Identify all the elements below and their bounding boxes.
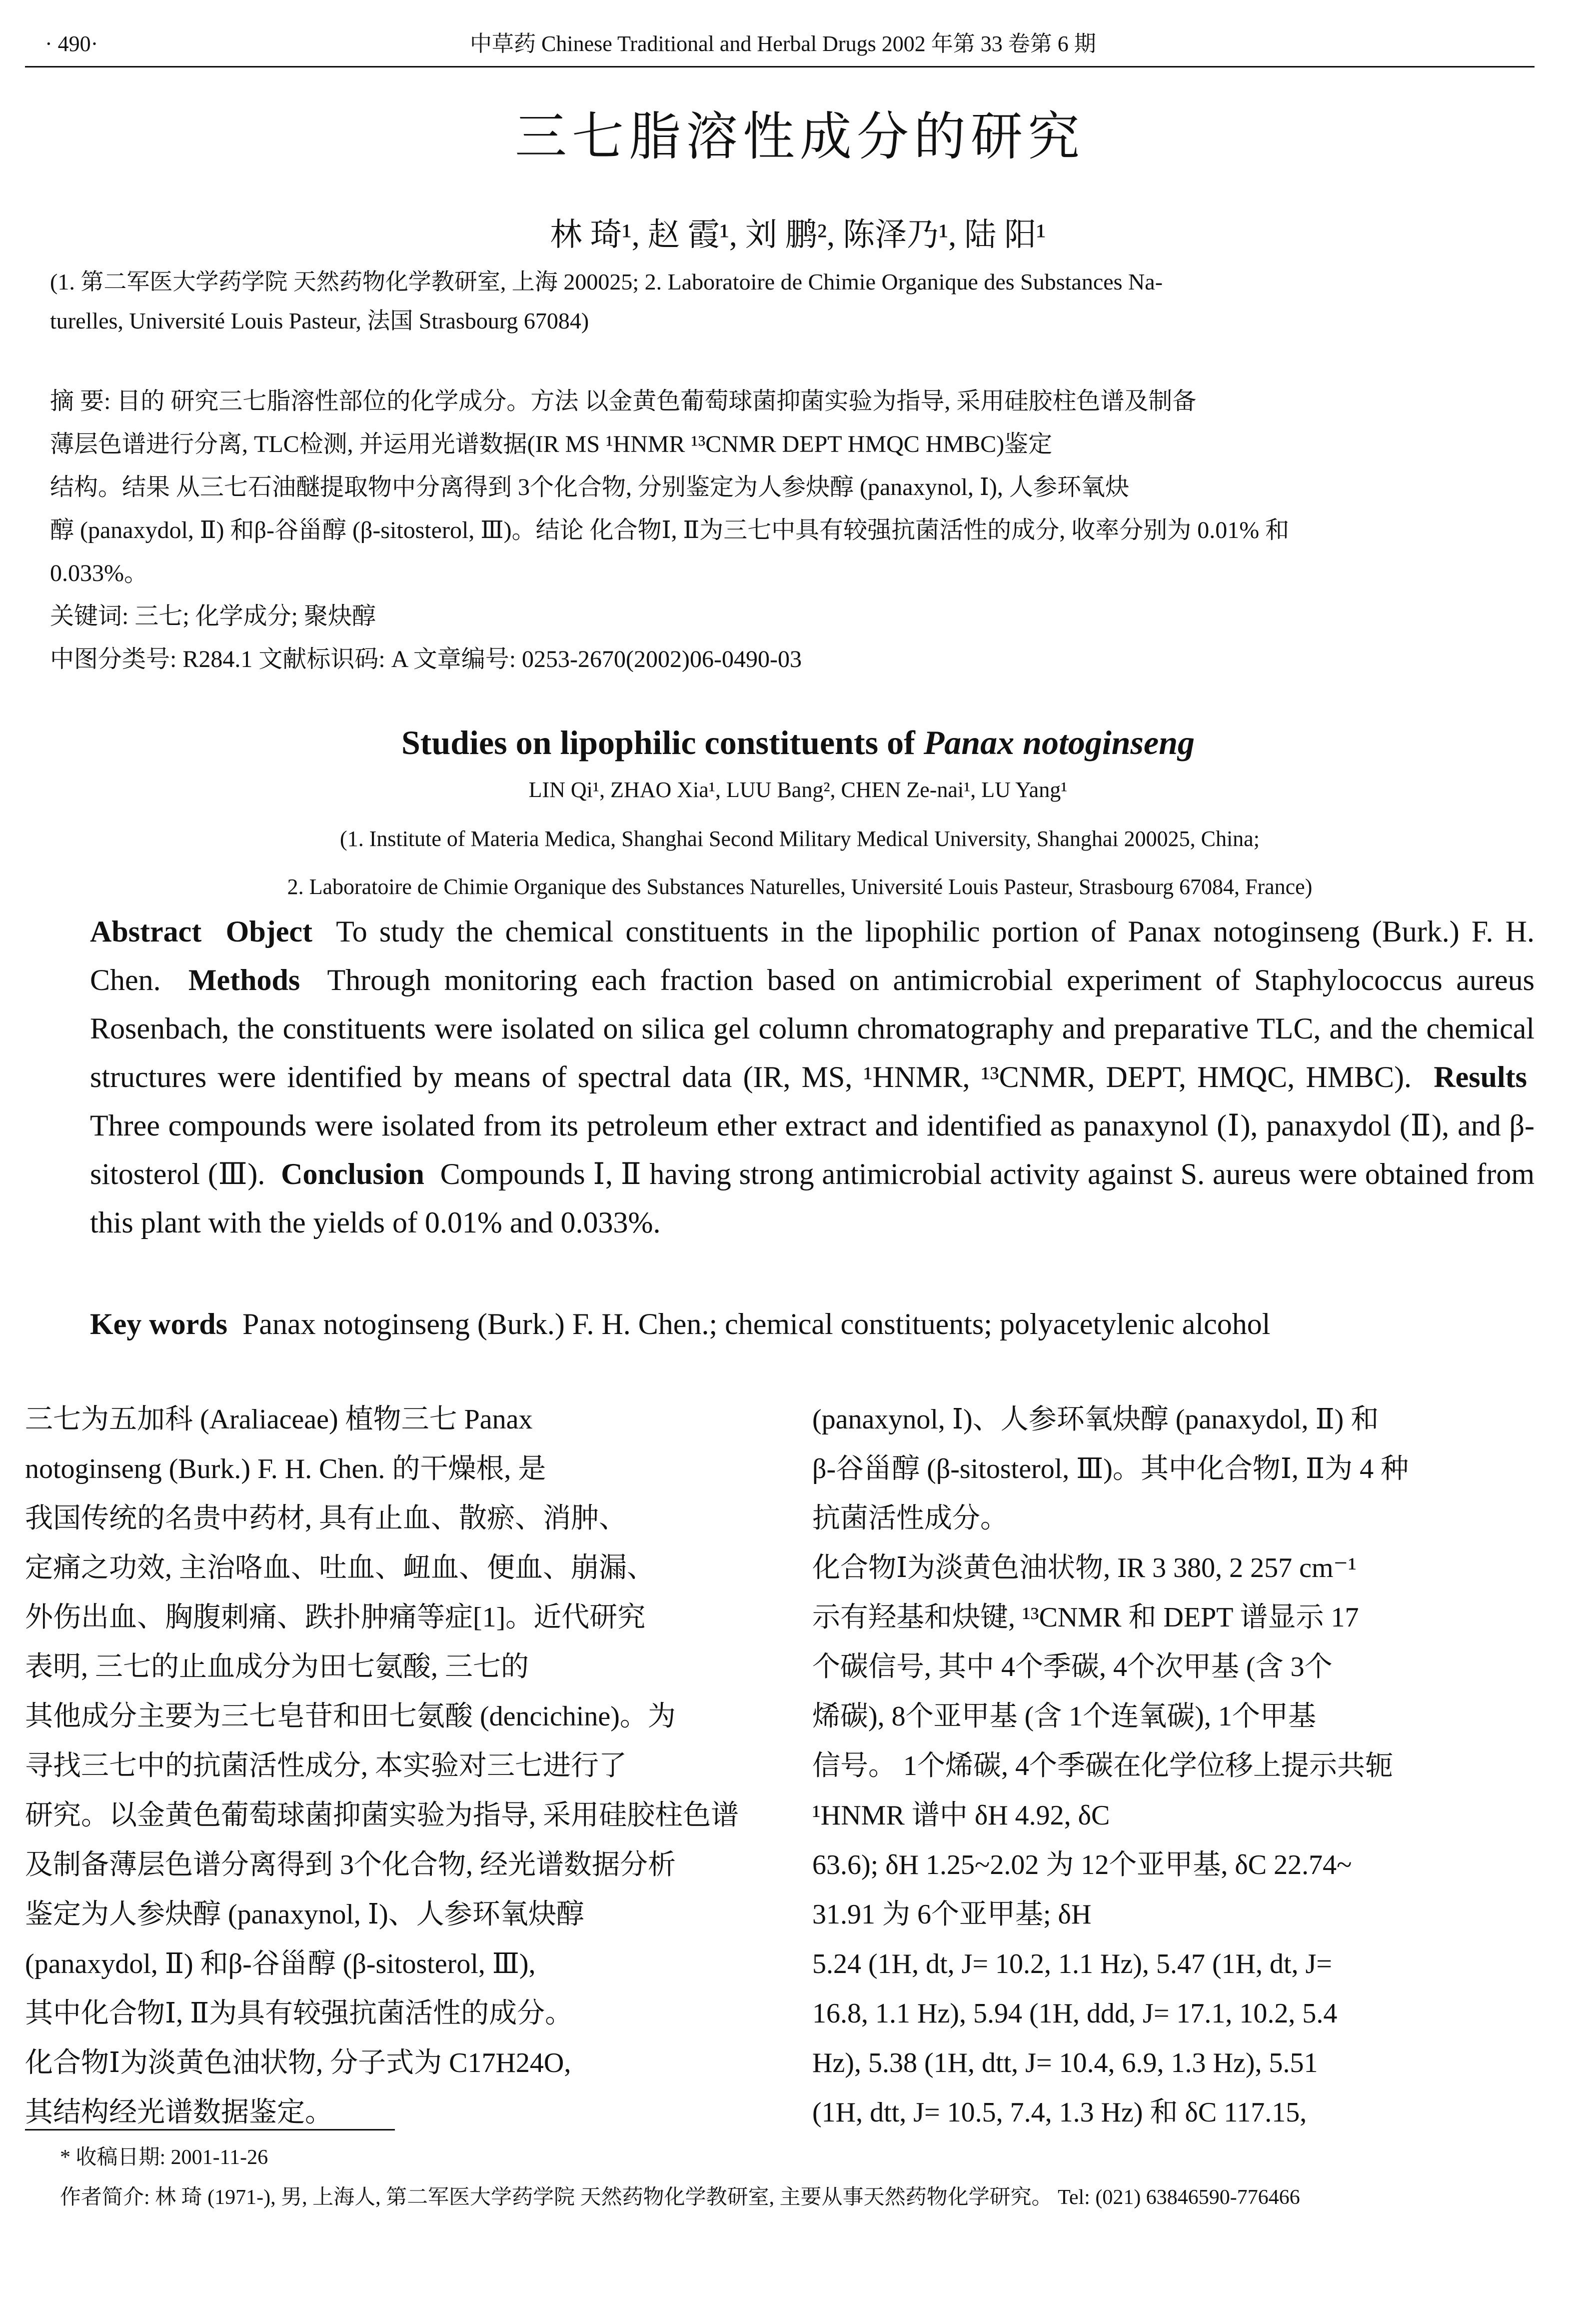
body-line: 化合物Ⅰ为淡黄色油状物, 分子式为 C17H24O, bbox=[25, 2048, 571, 2078]
body-line: β-谷甾醇 (β-sitosterol, Ⅲ)。其中化合物Ⅰ, Ⅱ为 4 种 bbox=[812, 1454, 1409, 1484]
body-line: 其中化合物Ⅰ, Ⅱ为具有较强抗菌活性的成分。 bbox=[25, 1998, 573, 2029]
chinese-abstract bbox=[50, 380, 1530, 681]
abstract-line: 薄层色谱进行分离, TLC检测, 并运用光谱数据(IR MS ¹HNMR ¹³CNMR DEPT HMQC HMBC)鉴定 bbox=[50, 431, 1053, 458]
body-line: 抗菌活性成分。 bbox=[812, 1503, 1008, 1534]
keywords-text: Panax notoginseng (Burk.) F. H. Chen.; chemical constituents; polyacetylenic alcohol bbox=[242, 1308, 1271, 1340]
body-line: 5.24 (1H, dt, J= 10.2, 1.1 Hz), 5.47 (1H, dt, J= bbox=[812, 1948, 1332, 1980]
body-line: 烯碳), 8个亚甲基 (含 1个连氧碳), 1个甲基 bbox=[812, 1701, 1316, 1732]
abstract-line: 结构。结果 从三七石油醚提取物中分离得到 3个化合物, 分别鉴定为人参炔醇 (panaxynol, Ⅰ), 人参环氧炔 bbox=[50, 474, 1129, 500]
body-line: 及制备薄层色谱分离得到 3个化合物, 经光谱数据分析 bbox=[25, 1850, 676, 1880]
classification-line: 中图分类号: R284.1 文献标识码: A 文章编号: 0253-2670(2002)06-0490-03 bbox=[50, 646, 802, 672]
body-line: 化合物Ⅰ为淡黄色油状物, IR 3 380, 2 257 cm⁻¹ bbox=[812, 1552, 1357, 1584]
abstract-line: 醇 (panaxydol, Ⅱ) 和β-谷甾醇 (β-sitosterol, Ⅲ)。结论 化合物Ⅰ, Ⅱ为三七中具有较强抗菌活性的成分, 收率分别为 0.01% 和 bbox=[50, 517, 1290, 544]
body-line: ¹HNMR 谱中 δH 4.92, δC bbox=[812, 1800, 1110, 1831]
body-line: 其结构经光谱数据鉴定。 bbox=[25, 2097, 333, 2128]
body-line: 三七为五加科 (Araliaceae) 植物三七 Panax bbox=[25, 1404, 533, 1435]
body-line: 鉴定为人参炔醇 (panaxynol, Ⅰ)、人参环氧炔醇 bbox=[25, 1899, 584, 1930]
title-species: Panax notoginseng bbox=[923, 724, 1195, 762]
page-number: · 490· bbox=[45, 32, 98, 56]
body-line: 个碳信号, 其中 4个季碳, 4个次甲基 (含 3个 bbox=[812, 1652, 1333, 1682]
results-text: Three compounds were isolated from its petroleum ether extract and identified as panaxynol (Ⅰ), panaxydol (Ⅱ), and β-sitosterol (Ⅲ). bbox=[90, 1109, 1535, 1190]
keywords-line: 关键词: 三七; 化学成分; 聚炔醇 bbox=[50, 603, 376, 630]
methods-text: Through monitoring each fraction based on antimicrobial experiment of Staphylococcus aureus Rosenbach, the constituents were isolated on silica gel column chromatography and preparative TLC, and the chemical structures were identified by means of spectral data (IR, MS, ¹HNMR, ¹³CNMR, DEPT, HMQC, HMBC). bbox=[90, 964, 1535, 1094]
body-line: 63.6); δH 1.25~2.02 为 12个亚甲基, δC 22.74~ bbox=[812, 1850, 1352, 1880]
abstract-label: Abstract bbox=[90, 915, 202, 948]
keywords-label: Key words bbox=[90, 1308, 227, 1340]
conclusion-text: Compounds Ⅰ, Ⅱ having strong antimicrobial activity against S. aureus were obtained from this plant with the yields of 0.01% and 0.033%. bbox=[90, 1158, 1535, 1239]
body-line: 31.91 为 6个亚甲基; δH bbox=[812, 1899, 1092, 1930]
affiliation-line: (1. Institute of Materia Medica, Shanghai Second Military Medical University, Shanghai 200025, China; bbox=[340, 826, 1260, 851]
body-column-left bbox=[25, 1395, 765, 2138]
body-line: (1H, dtt, J= 10.5, 7.4, 1.3 Hz) 和 δC 117.15, bbox=[812, 2097, 1307, 2128]
body-line: notoginseng (Burk.) F. H. Chen. 的干燥根, 是 bbox=[25, 1454, 546, 1484]
footnote-line: 作者简介: 林 琦 (1971-), 男, 上海人, 第二军医大学药学院 天然药物化学教研室, 主要从事天然药物化学研究。 Tel: (021) 63846590-776466 bbox=[60, 2186, 1300, 2209]
abstract-line: 摘 要: 目的 研究三七脂溶性部位的化学成分。方法 以金黄色葡萄球菌抑菌实验为指导, 采用硅胶柱色谱及制备 bbox=[50, 388, 1197, 414]
body-line: 研究。以金黄色葡萄球菌抑菌实验为指导, 采用硅胶柱色谱 bbox=[25, 1800, 739, 1831]
body-line: 外伤出血、胸腹刺痛、跌扑肿痛等症[1]。近代研究 bbox=[25, 1602, 646, 1633]
abstract-line: 0.033%。 bbox=[50, 560, 148, 586]
conclusion-label: Conclusion bbox=[281, 1158, 424, 1190]
body-column-right bbox=[812, 1395, 1552, 2138]
footnote-rule bbox=[25, 2129, 395, 2130]
affiliation-line: 2. Laboratoire de Chimie Organique des Substances Naturelles, Université Louis Pasteur, Strasbourg 67084, France) bbox=[287, 874, 1313, 899]
body-line: 其他成分主要为三七皂苷和田七氨酸 (dencichine)。为 bbox=[25, 1701, 676, 1732]
affiliation-line: (1. 第二军医大学药学院 天然药物化学教研室, 上海 200025; 2. Laboratoire de Chimie Organique des Substances Na- bbox=[50, 269, 1163, 294]
object-label: Object bbox=[225, 915, 312, 948]
body-line: 定痛之功效, 主治咯血、吐血、衄血、便血、崩漏、 bbox=[25, 1552, 655, 1584]
body-line: (panaxydol, Ⅱ) 和β-谷甾醇 (β-sitosterol, Ⅲ), bbox=[25, 1948, 536, 1980]
body-line: (panaxynol, Ⅰ)、人参环氧炔醇 (panaxydol, Ⅱ) 和 bbox=[812, 1404, 1379, 1435]
body-line: 信号。 1个烯碳, 4个季碳在化学位移上提示共轭 bbox=[812, 1750, 1393, 1782]
body-line: 我国传统的名贵中药材, 具有止血、散瘀、消肿、 bbox=[25, 1503, 627, 1534]
affiliation-line: turelles, Université Louis Pasteur, 法国 Strasbourg 67084) bbox=[50, 308, 589, 334]
object-text: To study the chemical constituents in the lipophilic portion of Panax notoginseng (Burk.) F. H. Chen. bbox=[90, 915, 1535, 996]
footnote-line: * 收稿日期: 2001-11-26 bbox=[60, 2146, 268, 2169]
chinese-authors: 林 琦¹, 赵 霞¹, 刘 鹏², 陈泽乃¹, 陆 阳¹ bbox=[550, 217, 1046, 252]
english-affiliations bbox=[55, 815, 1545, 911]
body-line: 示有羟基和炔键, ¹³CNMR 和 DEPT 谱显示 17 bbox=[812, 1602, 1359, 1633]
results-label: Results bbox=[1434, 1060, 1527, 1094]
title-prefix: Studies on lipophilic constituents of bbox=[401, 724, 924, 762]
body-line: 寻找三七中的抗菌活性成分, 本实验对三七进行了 bbox=[25, 1750, 627, 1782]
chinese-affiliations bbox=[50, 262, 1530, 340]
english-authors: LIN Qi¹, ZHAO Xia¹, LUU Bang², CHEN Ze-nai¹, LU Yang¹ bbox=[528, 778, 1068, 802]
running-header bbox=[45, 24, 1525, 64]
header-rule bbox=[25, 66, 1535, 68]
english-title bbox=[0, 712, 1596, 772]
body-line: Hz), 5.38 (1H, dtt, J= 10.4, 6.9, 1.3 Hz), 5.51 bbox=[812, 2048, 1318, 2078]
chinese-title: 三七脂溶性成分的研究 bbox=[514, 108, 1085, 166]
body-line: 16.8, 1.1 Hz), 5.94 (1H, ddd, J= 17.1, 10.2, 5.4 bbox=[812, 1998, 1338, 2029]
footnote bbox=[60, 2138, 1530, 2218]
journal-name: 中草药 Chinese Traditional and Herbal Drugs 2002 年第 33 卷第 6 期 bbox=[470, 32, 1096, 56]
english-abstract bbox=[25, 908, 1535, 1247]
methods-label: Methods bbox=[188, 964, 300, 996]
body-line: 表明, 三七的止血成分为田七氨酸, 三七的 bbox=[25, 1652, 529, 1682]
english-keywords bbox=[25, 1300, 1535, 1348]
